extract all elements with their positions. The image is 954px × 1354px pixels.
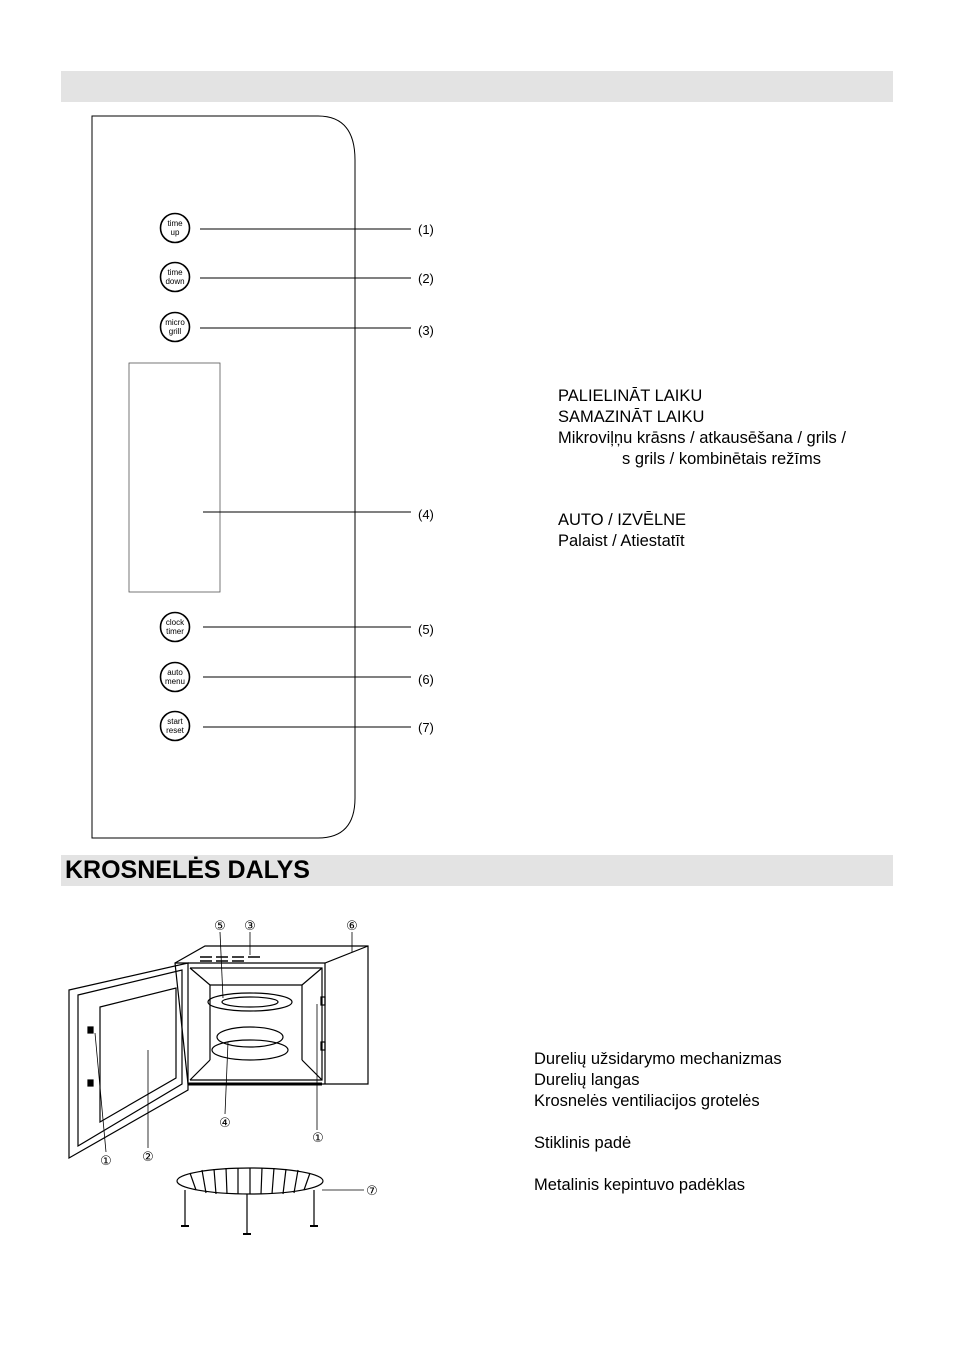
label-panel: ⑥ bbox=[346, 919, 358, 934]
part-grill-rack: Metalinis kepintuvo padėklas bbox=[534, 1176, 745, 1194]
callout-4: (4) bbox=[418, 507, 434, 522]
button-clock-timer-line1: clock bbox=[165, 618, 185, 627]
button-micro-grill-line2: grill bbox=[168, 327, 182, 336]
oven-door bbox=[69, 963, 188, 1158]
grill-rack bbox=[177, 1168, 323, 1234]
desc-time-down: SAMAZINĀT LAIKU bbox=[558, 408, 705, 426]
callout-5: (5) bbox=[418, 622, 434, 637]
label-latch-left: ① bbox=[100, 1154, 112, 1169]
callout-6: (6) bbox=[418, 672, 434, 687]
desc-auto-menu: AUTO / IZVĒLNE bbox=[558, 511, 687, 529]
button-start-reset-line1: start bbox=[167, 717, 183, 726]
callout-1: (1) bbox=[418, 222, 434, 237]
label-glass-tray: ④ bbox=[219, 1116, 231, 1131]
button-time-up-line1: time bbox=[167, 219, 183, 228]
callout-7: (7) bbox=[418, 720, 434, 735]
door-window bbox=[100, 988, 176, 1122]
door-latch-top bbox=[88, 1027, 93, 1033]
vent-grille bbox=[200, 957, 260, 961]
part-door-window: Durelių langas bbox=[534, 1071, 640, 1089]
callout-2: (2) bbox=[418, 271, 434, 286]
desc-time-up: PALIELINĀT LAIKU bbox=[558, 387, 703, 405]
button-time-down-line2: down bbox=[165, 277, 185, 286]
ring bbox=[208, 993, 292, 1011]
desc-micro-grill: Mikroviļņu krāsns / atkausēšana / grils / bbox=[558, 429, 846, 447]
part-glass-tray: Stiklinis padė bbox=[534, 1134, 632, 1152]
button-time-down-line1: time bbox=[167, 268, 183, 277]
button-clock-timer-line2: timer bbox=[166, 627, 184, 636]
button-auto-menu-line1: auto bbox=[167, 668, 183, 677]
desc-start-reset: Palaist / Atiestatīt bbox=[558, 532, 685, 550]
glass-tray bbox=[217, 1027, 283, 1047]
button-auto-menu-line2: menu bbox=[164, 677, 186, 686]
oven-body bbox=[175, 946, 368, 1084]
parts-leader-lines bbox=[95, 932, 364, 1190]
button-start-reset-line2: reset bbox=[166, 726, 184, 735]
section-title: KROSNELĖS DALYS bbox=[65, 856, 310, 884]
label-grill-rack: ⑦ bbox=[366, 1184, 378, 1199]
label-latch-right: ① bbox=[312, 1131, 324, 1146]
label-vent: ③ bbox=[244, 919, 256, 934]
button-time-up-line2: up bbox=[170, 228, 180, 237]
label-ring: ⑤ bbox=[214, 919, 226, 934]
label-door-window: ② bbox=[142, 1150, 154, 1165]
desc-micro-grill-cont: s grils / kombinētais režīms bbox=[622, 450, 821, 468]
callout-3: (3) bbox=[418, 323, 434, 338]
part-door-latch: Durelių užsidarymo mechanizmas bbox=[534, 1050, 782, 1068]
door-latch-bottom bbox=[88, 1080, 93, 1086]
oven-parts-list bbox=[534, 1049, 782, 1196]
part-vent: Krosnelės ventiliacijos grotelės bbox=[534, 1092, 760, 1110]
button-micro-grill-line1: micro bbox=[165, 318, 185, 327]
